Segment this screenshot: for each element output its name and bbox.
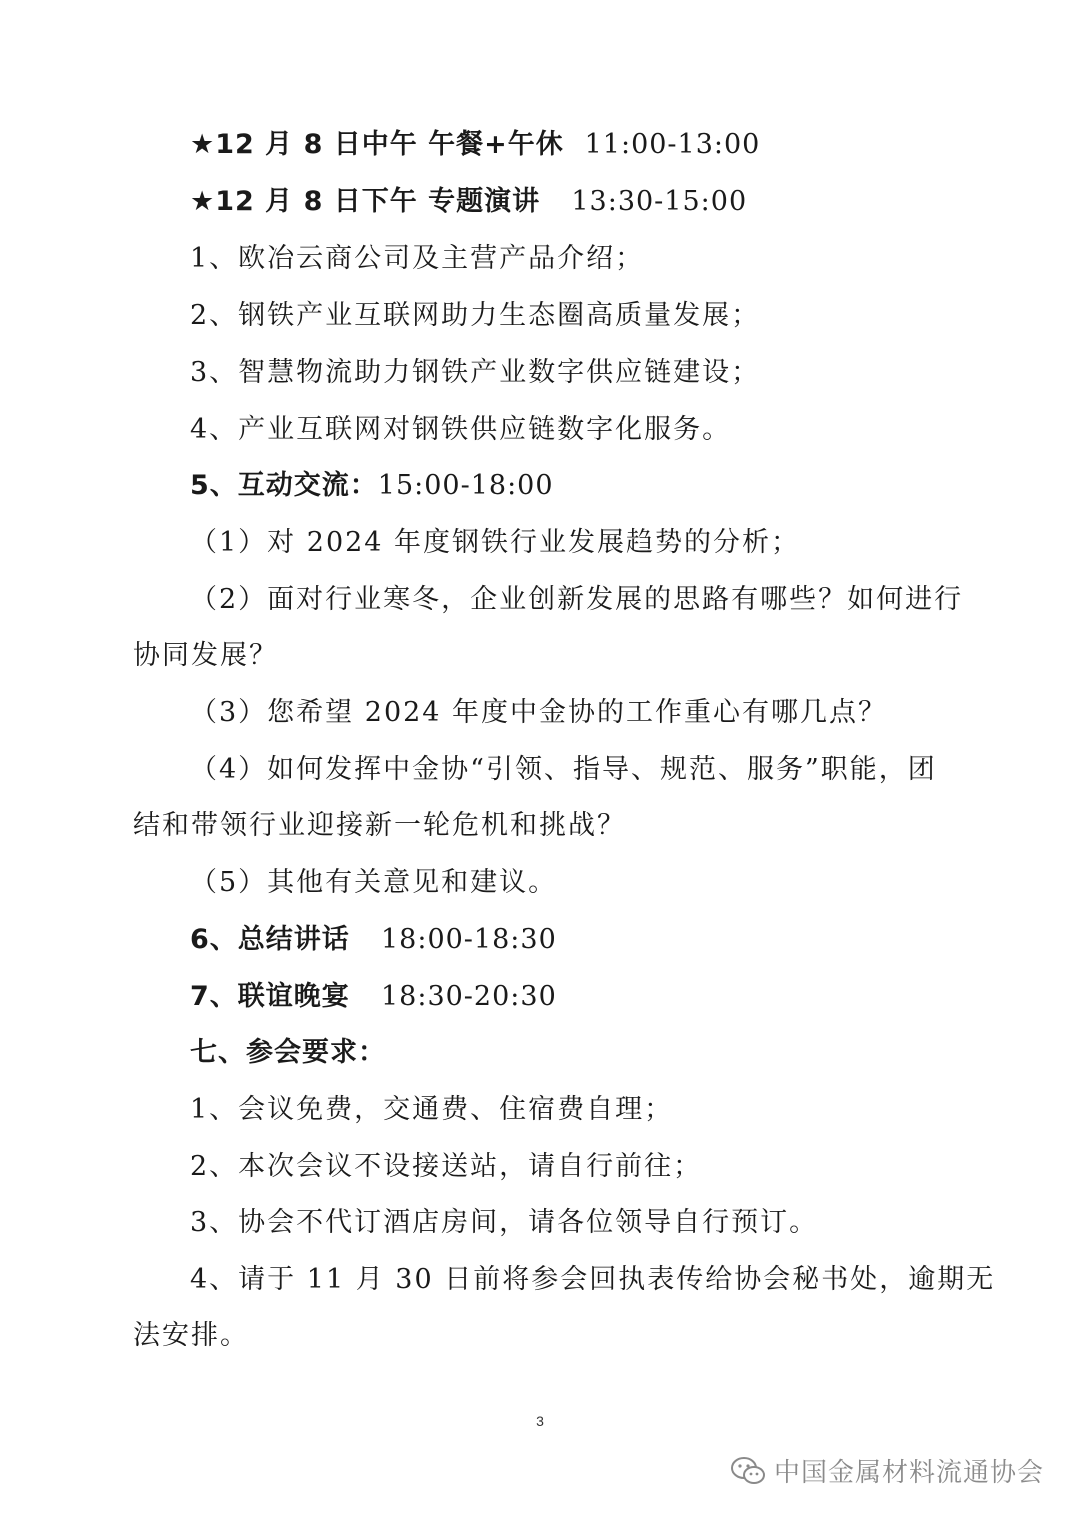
lunch-schedule-line: [190, 125, 760, 165]
talk-item-1: 1、欧冶云商公司及主营产品介绍；: [190, 243, 645, 274]
topic-5: （5）其他有关意见和建议。: [190, 867, 558, 898]
requirement-item-3: 3、协会不代订酒店房间，请各位领导自行预订。: [190, 1207, 819, 1238]
exchange-line: [190, 466, 554, 506]
requirement-item-4-line-1: 4、请于 11 月 30 日前将参会回执表传给协会秘书处，逾期无: [190, 1264, 996, 1295]
watermark-text: 中国金属材料流通协会: [773, 1458, 1044, 1488]
talk-item-4: 4、产业互联网对钢铁供应链数字化服务。: [190, 414, 732, 445]
exchange-label: 5、互动交流：: [190, 470, 378, 501]
requirement-item-1: 1、会议免费，交通费、住宿费自理；: [190, 1094, 674, 1125]
topic-1: （1）对 2024 年度钢铁行业发展趋势的分析；: [190, 527, 801, 558]
lunch-label: ★12 月 8 日中午 午餐+午休: [190, 129, 564, 160]
topic-4-line-1: （4）如何发挥中金协“引领、指导、规范、服务”职能，团: [190, 754, 937, 785]
watermark: [730, 1452, 1044, 1489]
afternoon-label: ★12 月 8 日下午 专题演讲: [190, 186, 541, 217]
summary-line: [190, 920, 557, 960]
topic-2-line-1: （2）面对行业寒冬，企业创新发展的思路有哪些？如何进行: [190, 584, 964, 615]
lunch-time: 11:00-13:00: [584, 129, 761, 160]
exchange-time: 15:00-18:00: [377, 470, 554, 501]
banquet-line: [190, 977, 557, 1017]
topic-3: （3）您希望 2024 年度中金协的工作重心有哪几点？: [190, 697, 888, 728]
banquet-time: 18:30-20:30: [381, 981, 557, 1012]
summary-time: 18:00-18:30: [381, 924, 557, 955]
topic-2-line-2: 协同发展？: [133, 640, 278, 671]
topic-4-line-2: 结和带领行业迎接新一轮危机和挑战？: [133, 810, 626, 841]
talk-item-2: 2、钢铁产业互联网助力生态圈高质量发展；: [190, 300, 761, 331]
afternoon-time: 13:30-15:00: [571, 186, 748, 217]
requirements-heading: 七、参会要求：: [190, 1037, 386, 1068]
afternoon-schedule-line: [190, 182, 747, 222]
page-number: 3: [536, 1413, 544, 1429]
talk-item-3: 3、智慧物流助力钢铁产业数字供应链建设；: [190, 357, 761, 388]
summary-label: 6、总结讲话: [190, 924, 350, 955]
requirement-item-2: 2、本次会议不设接送站，请自行前往；: [190, 1151, 703, 1182]
wechat-icon: [730, 1456, 766, 1486]
banquet-label: 7、联谊晚宴: [190, 981, 350, 1012]
requirement-item-4-line-2: 法安排。: [133, 1320, 249, 1351]
